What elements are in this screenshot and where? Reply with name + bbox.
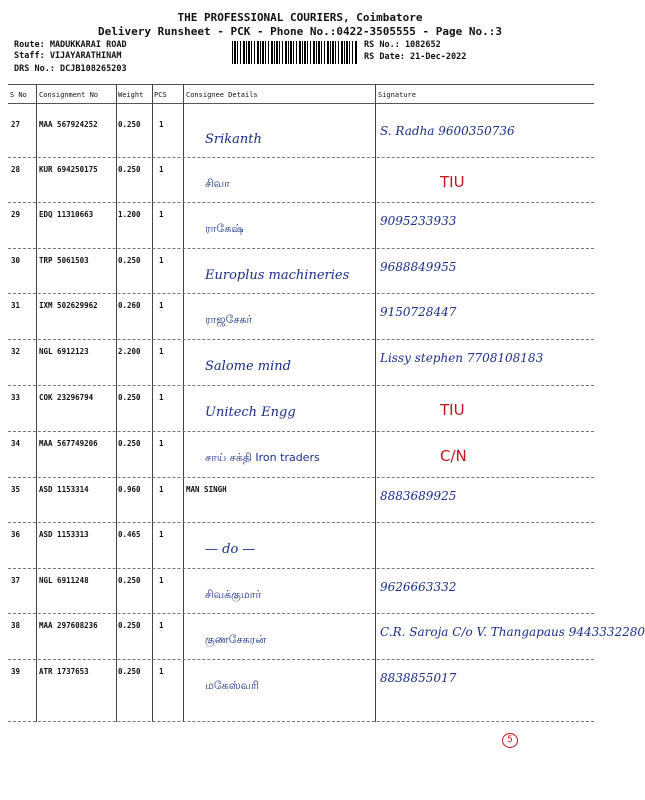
- row-consignment: MAA 567749206: [39, 439, 98, 448]
- page-title: THE PROFESSIONAL COURIERS, Coimbatore: [177, 11, 423, 24]
- row-handwritten-name: Srikanth: [205, 132, 262, 147]
- table-header-rule: [8, 103, 594, 104]
- row-consignment: TRP 5061503: [39, 256, 89, 265]
- row-separator: [8, 339, 594, 340]
- row-weight: 0.250: [118, 393, 141, 402]
- rs-date: RS Date: 21-Dec-2022: [364, 52, 467, 62]
- col-header-sno: S No: [10, 91, 27, 99]
- drs-number: DRS No.: DCJB108265203: [14, 64, 127, 74]
- page-subtitle: Delivery Runsheet - PCK - Phone No.:0422-3505555 - Page No.:3: [98, 25, 502, 38]
- row-consignment: ATR 1737653: [39, 667, 89, 676]
- row-pcs: 1: [159, 576, 164, 585]
- row-sno: 28: [11, 165, 21, 174]
- row-weight: 0.250: [118, 439, 141, 448]
- row-pcs: 1: [159, 485, 164, 494]
- row-handwritten-name: சிவா: [205, 177, 230, 190]
- row-separator: [8, 293, 594, 294]
- row-sno: 35: [11, 485, 21, 494]
- row-pcs: 1: [159, 165, 164, 174]
- col-header-signature: Signature: [378, 91, 416, 99]
- row-weight: 0.260: [118, 301, 141, 310]
- row-separator: [8, 659, 594, 660]
- row-weight: 0.960: [118, 485, 141, 494]
- row-pcs: 1: [159, 393, 164, 402]
- row-consignment: NGL 6912123: [39, 347, 89, 356]
- row-consignment: MAA 297608236: [39, 621, 98, 630]
- row-pcs: 1: [159, 439, 164, 448]
- row-sno: 33: [11, 393, 21, 402]
- row-signature: C.R. Saroja C/o V. Thangapaus 9443332280: [380, 625, 645, 639]
- row-pcs: 1: [159, 120, 164, 129]
- row-sno: 27: [11, 120, 21, 129]
- row-separator: [8, 248, 594, 249]
- row-handwritten-name: குணசேகரன்: [205, 633, 266, 646]
- row-consignee-details: MAN SINGH: [186, 485, 227, 494]
- row-sno: 37: [11, 576, 21, 585]
- row-separator: [8, 613, 594, 614]
- row-sno: 30: [11, 256, 21, 265]
- table-border-top: [8, 84, 594, 85]
- row-separator: [8, 522, 594, 523]
- row-separator: [8, 721, 594, 722]
- row-handwritten-name: Europlus machineries: [205, 268, 350, 283]
- barcode-icon: [232, 41, 358, 64]
- row-signature: TIU: [440, 173, 465, 191]
- col-rule: [183, 84, 184, 722]
- col-header-pcs: PCS: [154, 91, 167, 99]
- row-sno: 31: [11, 301, 21, 310]
- row-pcs: 1: [159, 210, 164, 219]
- row-separator: [8, 385, 594, 386]
- row-signature: 9150728447: [380, 305, 457, 319]
- row-weight: 0.250: [118, 120, 141, 129]
- row-weight: 0.465: [118, 530, 141, 539]
- col-header-details: Consignee Details: [186, 91, 258, 99]
- row-handwritten-name: ராகேஷ்: [205, 222, 244, 235]
- col-header-consignment: Consignment No: [39, 91, 99, 99]
- route-label: Route: MADUKKARAI ROAD: [14, 40, 127, 50]
- rs-number: RS No.: 1082652: [364, 40, 441, 50]
- row-weight: 0.250: [118, 256, 141, 265]
- row-sno: 39: [11, 667, 21, 676]
- row-consignment: ASD 1153314: [39, 485, 89, 494]
- row-handwritten-name: ராஜசேகர்: [205, 313, 253, 326]
- col-rule: [152, 84, 153, 722]
- row-separator: [8, 157, 594, 158]
- row-signature: 9688849955: [380, 260, 457, 274]
- row-consignment: EDQ 11310663: [39, 210, 94, 219]
- col-header-weight: Weight: [118, 91, 144, 99]
- row-pcs: 1: [159, 667, 164, 676]
- row-sno: 38: [11, 621, 21, 630]
- row-weight: 0.250: [118, 165, 141, 174]
- row-separator: [8, 202, 594, 203]
- row-weight: 1.200: [118, 210, 141, 219]
- row-separator: [8, 431, 594, 432]
- row-consignment: KUR 694250175: [39, 165, 98, 174]
- col-rule: [116, 84, 117, 722]
- col-rule: [36, 84, 37, 722]
- row-pcs: 1: [159, 301, 164, 310]
- row-weight: 0.250: [118, 576, 141, 585]
- row-separator: [8, 568, 594, 569]
- row-consignment: NGL 6911248: [39, 576, 89, 585]
- row-handwritten-name: Salome mind: [205, 359, 291, 374]
- row-signature: Lissy stephen 7708108183: [380, 351, 544, 365]
- row-weight: 0.250: [118, 667, 141, 676]
- row-handwritten-name: சாய் சக்தி Iron traders: [205, 451, 320, 464]
- row-sno: 36: [11, 530, 21, 539]
- row-pcs: 1: [159, 530, 164, 539]
- row-pcs: 1: [159, 347, 164, 356]
- page-mark: 5: [502, 733, 518, 748]
- staff-label: Staff: VIJAYARATHINAM: [14, 51, 122, 61]
- row-consignment: MAA 567924252: [39, 120, 98, 129]
- row-handwritten-name: Unitech Engg: [205, 405, 296, 420]
- row-sno: 34: [11, 439, 21, 448]
- col-rule: [375, 84, 376, 722]
- row-pcs: 1: [159, 256, 164, 265]
- row-consignment: ASD 1153313: [39, 530, 89, 539]
- row-weight: 0.250: [118, 621, 141, 630]
- row-consignment: IXM 502629962: [39, 301, 98, 310]
- row-signature: C/N: [440, 447, 467, 465]
- row-sno: 29: [11, 210, 21, 219]
- row-weight: 2.200: [118, 347, 141, 356]
- row-handwritten-name: — do —: [205, 542, 256, 557]
- row-sno: 32: [11, 347, 21, 356]
- row-handwritten-name: சிவக்குமார்: [205, 588, 262, 601]
- row-pcs: 1: [159, 621, 164, 630]
- row-separator: [8, 477, 594, 478]
- row-signature: TIU: [440, 401, 465, 419]
- row-signature: 8883689925: [380, 489, 457, 503]
- row-signature: 9626663332: [380, 580, 457, 594]
- row-signature: 8838855017: [380, 671, 457, 685]
- row-consignment: COK 23296794: [39, 393, 94, 402]
- row-signature: 9095233933: [380, 214, 457, 228]
- row-handwritten-name: மகேஸ்வரி: [205, 679, 259, 692]
- row-signature: S. Radha 9600350736: [380, 124, 515, 138]
